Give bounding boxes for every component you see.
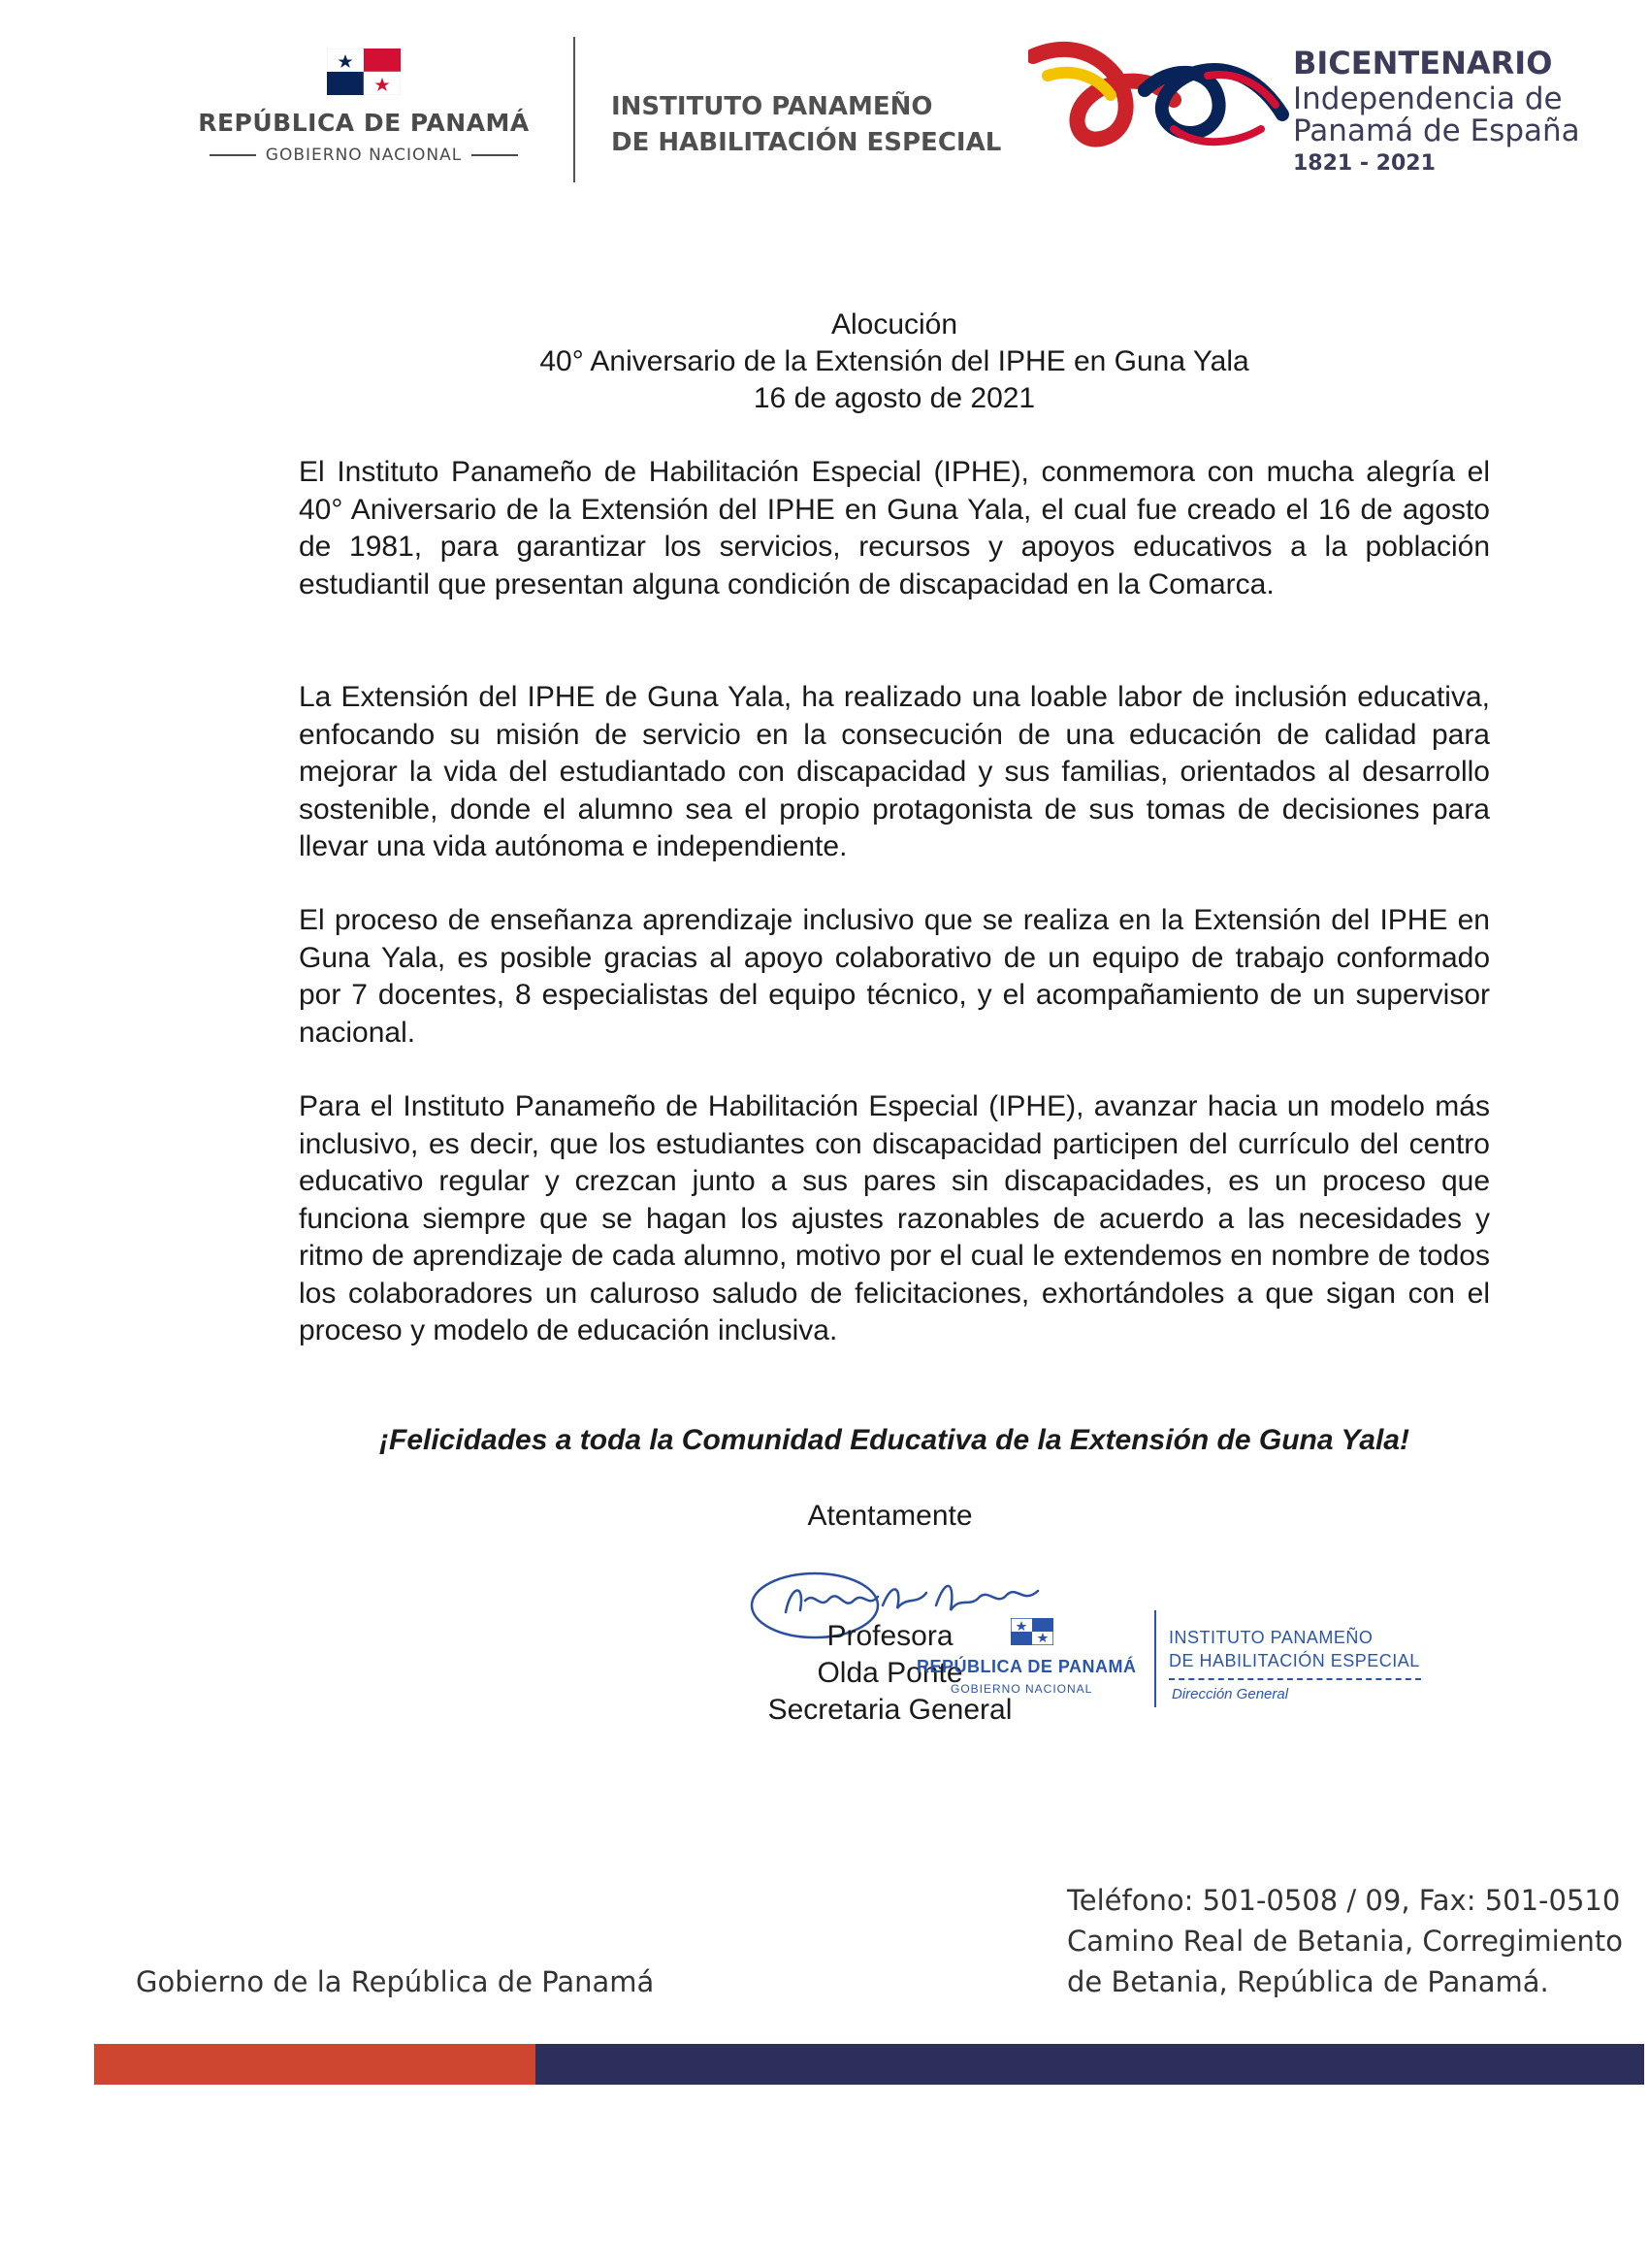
divider-line [210, 154, 256, 156]
footer-contact-address1: Camino Real de Betania, Corregimiento [1067, 1925, 1624, 1958]
stamp-institute-line2: DE HABILITACIÓN ESPECIAL [1169, 1651, 1420, 1670]
signer-role: Secretaria General [767, 1694, 1013, 1726]
stamp-institute-line1: INSTITUTO PANAMEÑO [1169, 1628, 1374, 1647]
stamp-institute [1169, 1626, 1420, 1672]
stamp-dashed-rule [1169, 1678, 1421, 1680]
body-paragraph-3: El proceso de enseñanza aprendizaje inclusivo que se realiza en la Extensión del IPHE en Guna Yala, es posible gracias al apoyo colaborativo de un equipo de trabajo conformado por 7 docentes, 8 especialistas del equipo técnico, y el acompañamiento de un supervisor nacional. [299, 904, 1490, 1049]
bicentenary-line2: Panamá de España [1293, 113, 1580, 148]
header-divider [573, 37, 575, 182]
bicentenary-title: BICENTENARIO [1293, 45, 1553, 81]
stamp-republic: REPÚBLICA DE PANAMÁ [917, 1657, 1137, 1676]
institute-name-line2: DE HABILITACIÓN ESPECIAL [611, 128, 1002, 157]
bicentenary-line1: Independencia de [1293, 81, 1563, 116]
footer-government: Gobierno de la República de Panamá [136, 1965, 655, 1998]
institute-name-line1: INSTITUTO PANAMEÑO [611, 92, 933, 121]
government-title: REPÚBLICA DE PANAMÁ [198, 109, 530, 137]
divider-line [471, 154, 518, 156]
signer-name: Olda Ponte [817, 1657, 963, 1689]
institute-name [611, 89, 1018, 161]
panama-flag-logo [327, 49, 401, 95]
document-date: 16 de agosto de 2021 [753, 382, 1036, 414]
bicentenary-years: 1821 - 2021 [1293, 151, 1436, 176]
closing-line: ¡Felicidades a toda la Comunidad Educativa de la Extensión de Guna Yala! [379, 1424, 1409, 1456]
body-paragraph-1: El Instituto Panameño de Habilitación Especial (IPHE), conmemora con mucha alegría el 40° Aniversario de la Extensión del IPHE en Guna Yala, el cual fue creado el 16 de agosto de 1981, para garantizar los servicios, recursos y apoyos educativos a la población estudiantil que presentan alguna condición de discapacidad en la Comarca. [299, 456, 1490, 600]
valediction: Atentamente [807, 1500, 973, 1532]
footer-bar-navy [535, 2044, 1644, 2085]
stamp-government: GOBIERNO NACIONAL [951, 1682, 1093, 1696]
government-subtitle-row [184, 146, 543, 165]
document-subheading: 40° Aniversario de la Extensión del IPHE en Guna Yala [539, 345, 1249, 377]
footer-contact-phone: Teléfono: 501-0508 / 09, Fax: 501-0510 [1067, 1884, 1621, 1917]
stamp-divider [1154, 1610, 1156, 1707]
panama-flag-icon [327, 49, 401, 95]
signer-title: Profesora [826, 1620, 954, 1652]
document-heading: Alocución [830, 308, 958, 340]
stamp-flag-icon [1011, 1618, 1053, 1645]
bicentenary-ribbon-logo [1028, 37, 1290, 163]
body-paragraph-4: Para el Instituto Panameño de Habilitación Especial (IPHE), avanzar hacia un modelo más inclusivo, es decir, que los estudiantes con discapacidad participen del currículo del centro educativo regular y crezcan junto a sus pares sin discapacidades, es un proceso que funciona siempre que se hagan los ajustes razonables de acuerdo a las necesidades y ritmo de aprendizaje de cada alumno, motivo por el cual le extendemos en nombre de todos los colaboradores un caluroso saludo de felicitaciones, exhortándoles a que sigan con el proceso y modelo de educación inclusiva. [299, 1090, 1490, 1346]
body-paragraph-2: La Extensión del IPHE de Guna Yala, ha realizado una loable labor de inclusión educativa, enfocando su misión de servicio en la consecución de una educación de calidad para mejorar la vida del estudiantado con discapacidad y sus familias, orientados al desarrollo sostenible, donde el alumno sea el propio protagonista de sus tomas de decisiones para llevar una vida autónoma e independiente. [299, 681, 1490, 862]
stamp-department: Dirección General [1172, 1686, 1289, 1702]
government-subtitle: GOBIERNO NACIONAL [265, 146, 463, 165]
footer-bar-red [94, 2044, 535, 2085]
footer-contact-address2: de Betania, República de Panamá. [1067, 1965, 1549, 1998]
